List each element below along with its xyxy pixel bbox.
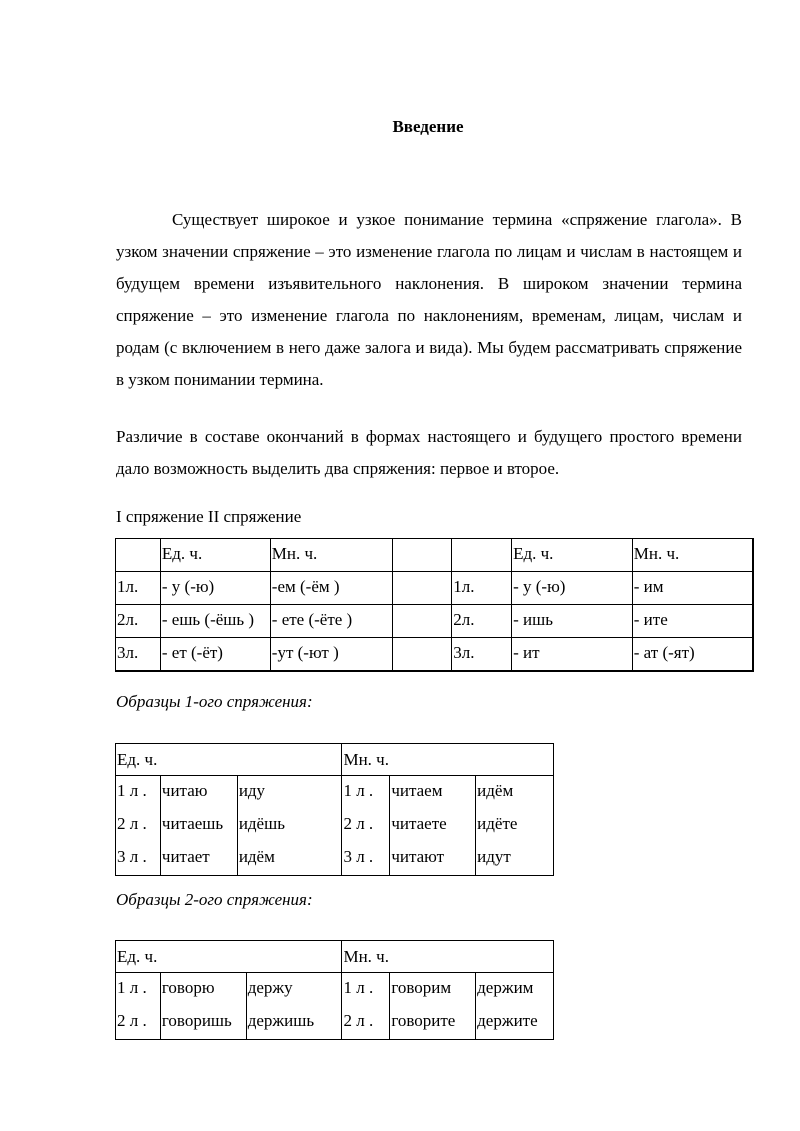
verb-form: идёте — [477, 814, 518, 833]
table2-caption: Образцы 1-ого спряжения: — [116, 692, 313, 711]
table1-caption: I спряжение II спряжение — [116, 507, 302, 526]
person-label: 2 л . — [117, 814, 147, 833]
table-cell: - ишь — [512, 605, 633, 638]
intro-paragraph: Существует широкое и узкое понимание термина «спряжение глагола». В узком значении спряжение – это изменение глагола по лицам и числам в настоящем и будущем времени изъявительного наклонения. В широком значении термина спряжение – это изменение глагола по наклонениям, временам, лицам, числам и родам (с включением в него даже залога и вида). Мы будем рассматривать спряжение в узком понимании термина. — [116, 210, 742, 389]
verb-form: говоришь — [161, 1011, 232, 1030]
table-row — [116, 638, 754, 672]
table-cell: 3л. — [452, 638, 512, 672]
table-cell: 2л. — [452, 605, 512, 638]
table-row — [116, 605, 754, 638]
first-conjugation-examples-table — [115, 743, 554, 876]
verb-chitat-plural — [390, 776, 476, 876]
table-cell — [392, 539, 452, 572]
verb-form: говорю — [161, 978, 215, 997]
table-cell: - у (-ю) — [160, 572, 270, 605]
persons-singular-cell — [116, 973, 161, 1040]
verb-form: читаешь — [161, 814, 224, 833]
persons-plural-cell — [342, 973, 390, 1040]
verb-form: читают — [391, 847, 445, 866]
persons-plural-cell — [342, 776, 390, 876]
table-cell: - ит — [512, 638, 633, 672]
header-singular: Ед. ч. — [116, 744, 342, 776]
verb-derzhat-plural — [476, 973, 554, 1040]
table-cell — [452, 539, 512, 572]
header-singular: Ед. ч. — [116, 941, 342, 973]
verb-form: держим — [477, 978, 534, 997]
verb-form: держите — [477, 1011, 538, 1030]
verb-form: держишь — [247, 1011, 315, 1030]
verb-idti-singular — [237, 776, 342, 876]
person-label: 3 л . — [117, 847, 147, 866]
verb-form: иду — [238, 781, 266, 800]
verb-form: говорите — [391, 1011, 456, 1030]
table-cell — [116, 539, 161, 572]
verb-form: читаю — [161, 781, 208, 800]
table-cell: - ат (-ят) — [632, 638, 753, 672]
header-plural: Мн. ч. — [342, 744, 554, 776]
table-cell: - им — [632, 572, 753, 605]
person-label: 2 л . — [117, 1011, 147, 1030]
table-cell — [392, 605, 452, 638]
verb-chitat-singular — [160, 776, 237, 876]
table-cell — [392, 572, 452, 605]
verb-form: читаете — [391, 814, 447, 833]
table-cell: Ед. ч. — [512, 539, 633, 572]
verb-form: идём — [477, 781, 514, 800]
table-cell: 1л. — [116, 572, 161, 605]
verb-derzhat-singular — [246, 973, 342, 1040]
person-label: 1 л . — [343, 781, 374, 800]
table-cell: Ед. ч. — [160, 539, 270, 572]
page-title: Введение — [392, 117, 464, 136]
table-cell: 1л. — [452, 572, 512, 605]
second-paragraph: Различие в составе окончаний в формах настоящего и будущего простого времени дало возможность выделить два спряжения: первое и второе. — [116, 427, 742, 478]
table-cell: - ете (-ёте ) — [270, 605, 392, 638]
second-conjugation-examples-table — [115, 940, 554, 1040]
verb-form: идут — [477, 847, 511, 866]
person-label: 1 л . — [343, 978, 374, 997]
header-plural: Мн. ч. — [342, 941, 554, 973]
table-cell: - ите — [632, 605, 753, 638]
table-cell — [392, 638, 452, 672]
verb-form: идём — [238, 847, 275, 866]
verb-form: говорим — [391, 978, 452, 997]
verb-idti-plural — [476, 776, 554, 876]
table-header-row — [116, 539, 754, 572]
table-cell: 2л. — [116, 605, 161, 638]
table-row — [116, 572, 754, 605]
table-cell: Мн. ч. — [632, 539, 753, 572]
person-label: 1 л . — [117, 781, 147, 800]
table-cell: - ет (-ёт) — [160, 638, 270, 672]
conjugation-endings-table — [115, 538, 754, 672]
table-cell: -ут (-ют ) — [270, 638, 392, 672]
person-label: 2 л . — [343, 1011, 374, 1030]
verb-form: идёшь — [238, 814, 285, 833]
verb-form: читает — [161, 847, 210, 866]
table-cell: -ем (-ём ) — [270, 572, 392, 605]
verb-form: читаем — [391, 781, 443, 800]
person-label: 1 л . — [117, 978, 147, 997]
table-cell: - у (-ю) — [512, 572, 633, 605]
table3-caption: Образцы 2-ого спряжения: — [116, 890, 313, 909]
verb-form: держу — [247, 978, 293, 997]
persons-singular-cell — [116, 776, 161, 876]
verb-govorit-plural — [390, 973, 476, 1040]
person-label: 3 л . — [343, 847, 374, 866]
table-cell: Мн. ч. — [270, 539, 392, 572]
verb-govorit-singular — [160, 973, 246, 1040]
table-cell: 3л. — [116, 638, 161, 672]
table-cell: - ешь (-ёшь ) — [160, 605, 270, 638]
person-label: 2 л . — [343, 814, 374, 833]
